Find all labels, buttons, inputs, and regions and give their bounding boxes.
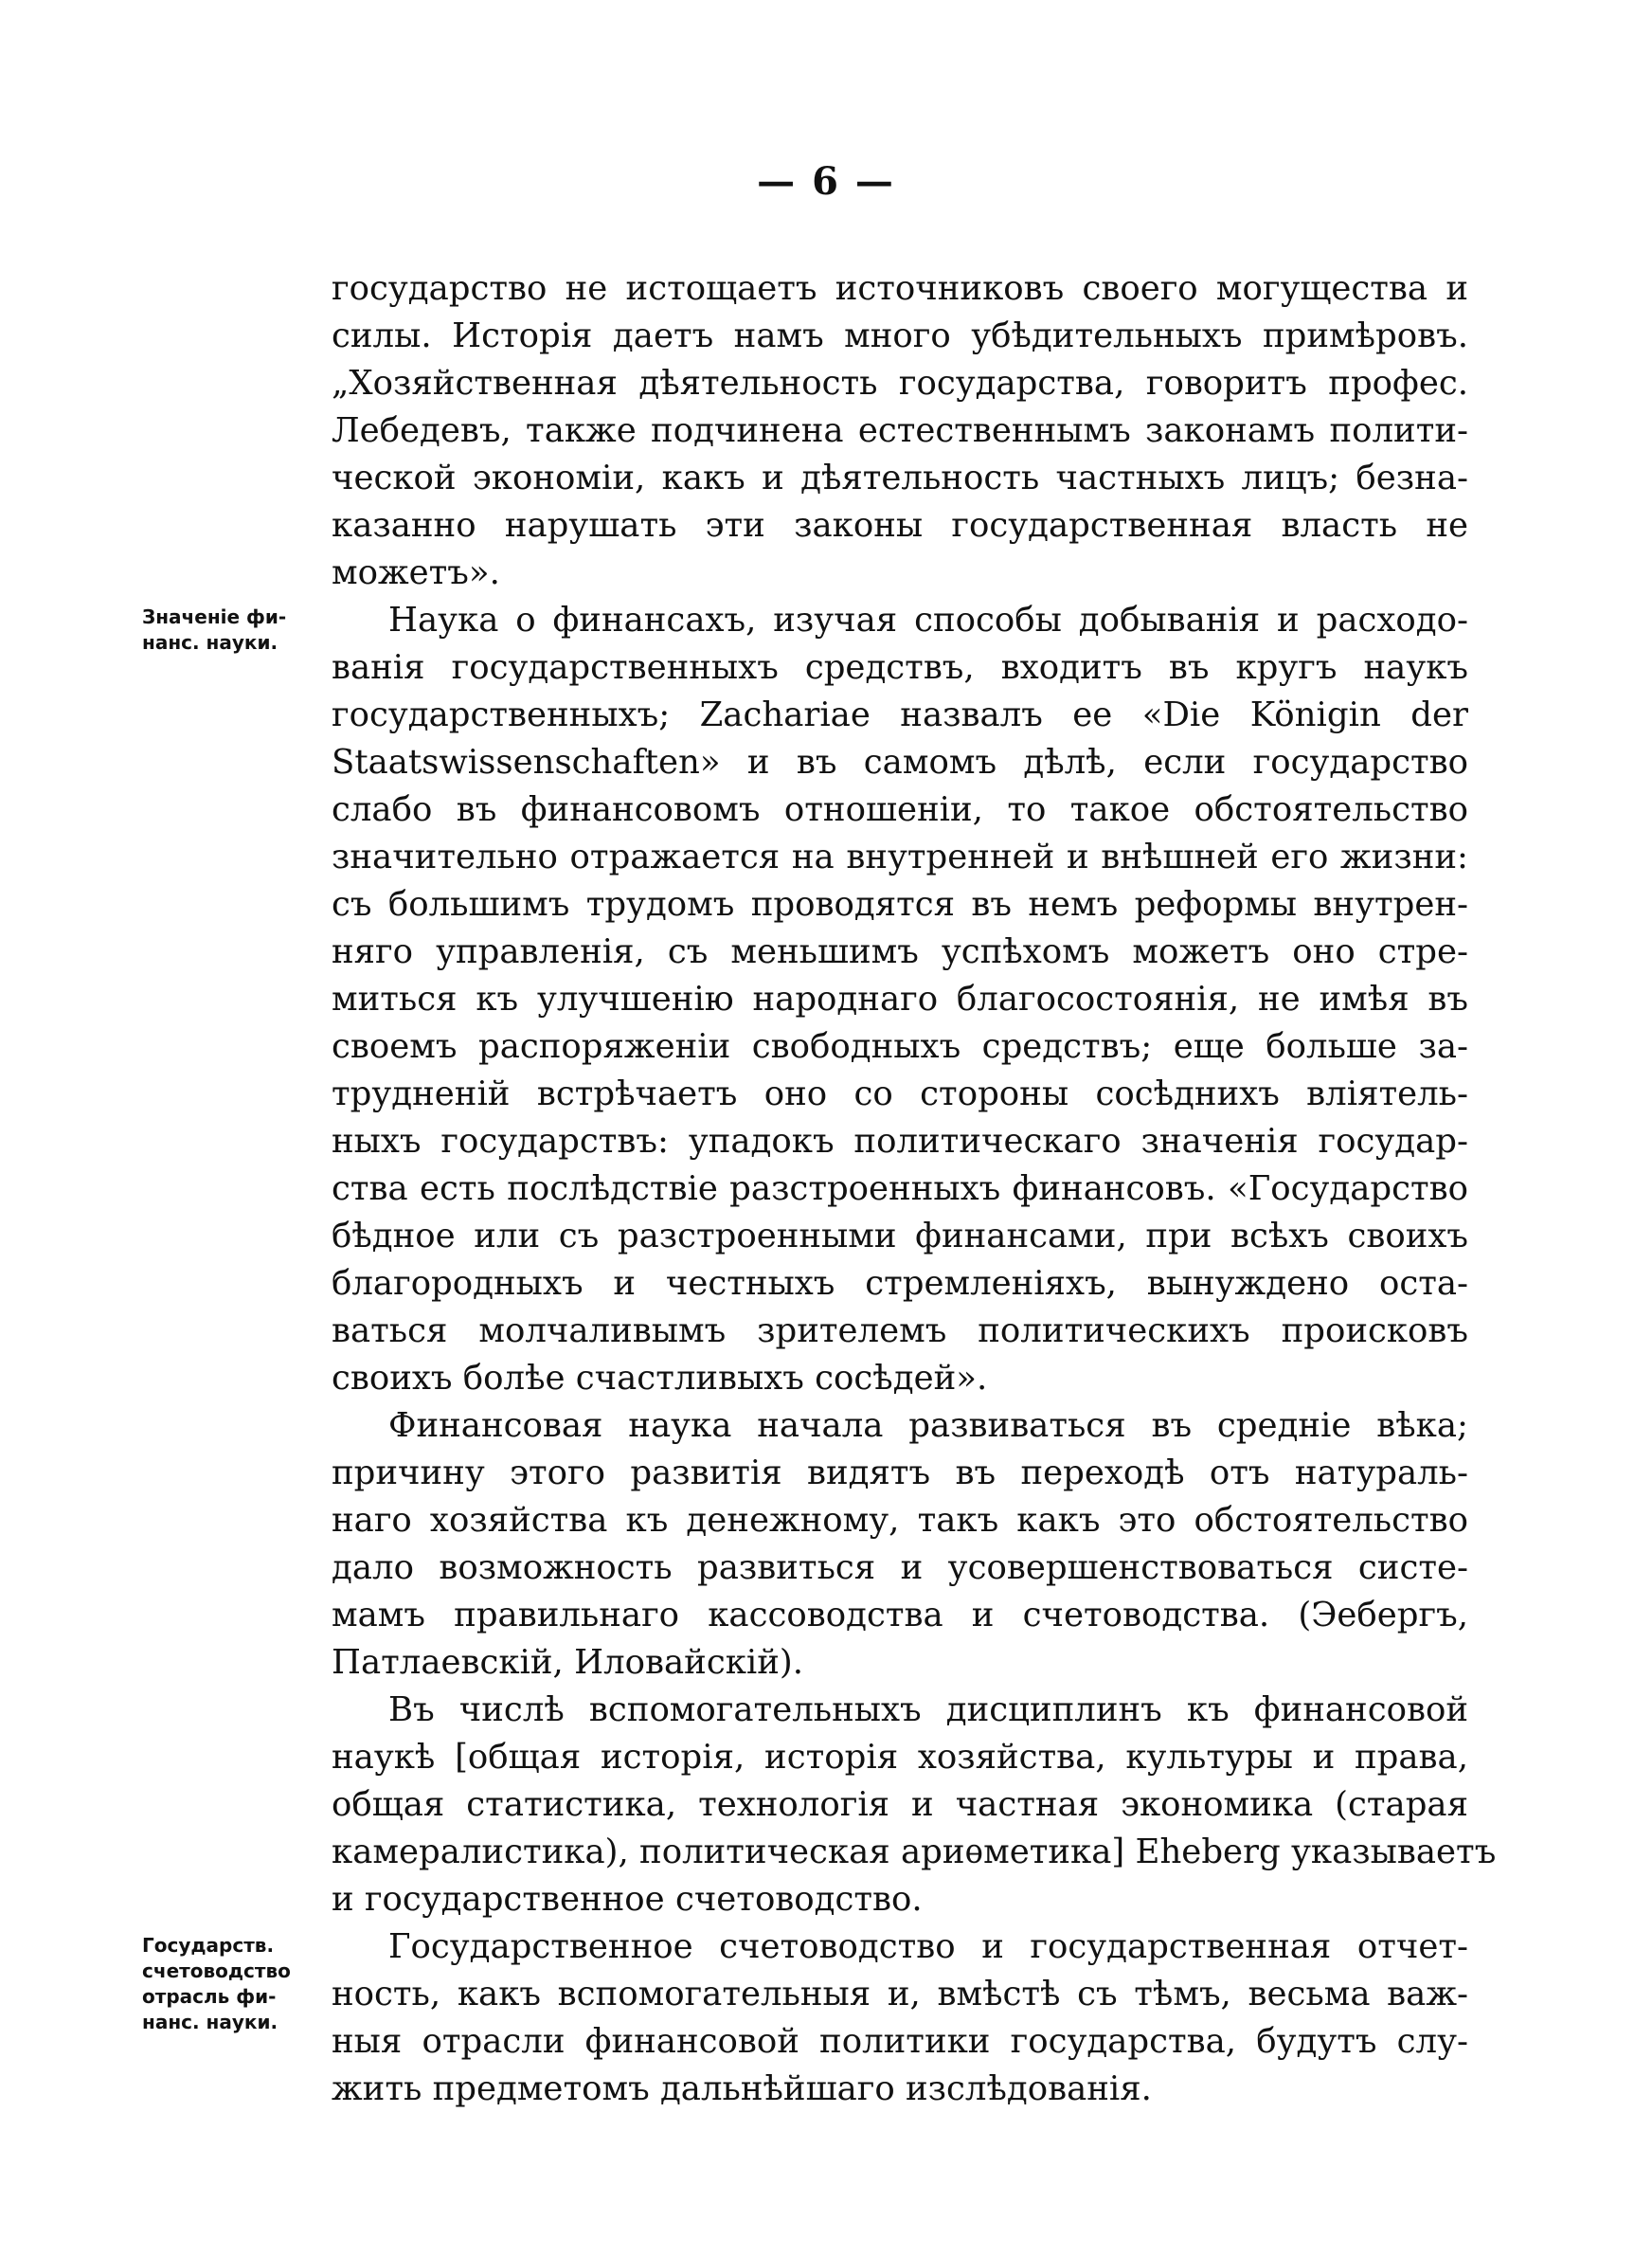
text-line: благородныхъ и честныхъ стремленіяхъ, вынуждено оста-	[332, 1264, 1468, 1303]
text-line: ческой экономіи, какъ и дѣятельность частныхъ лицъ; безна-	[332, 459, 1468, 497]
text-line: Въ числѣ вспомогательныхъ дисциплинъ къ финансовой	[388, 1690, 1468, 1729]
margin-note-line: нанс. науки.	[142, 2011, 278, 2033]
paragraph-3	[332, 1402, 1468, 1687]
text-line: ныхъ государствъ: упадокъ политическаго значенія государ-	[332, 1122, 1468, 1161]
text-line: и государственное счетоводство.	[332, 1880, 923, 1919]
text-line: Staatswissenschaften» и въ самомъ дѣлѣ, если государство	[332, 743, 1468, 782]
text-line: ность, какъ вспомогательныя и, вмѣстѣ съ тѣмъ, весьма важ-	[332, 1975, 1468, 2013]
text-line: ваться молчаливымъ зрителемъ политическихъ происковъ	[332, 1311, 1468, 1350]
text-line: миться къ улучшенію народнаго благосостоянія, не имѣя въ	[332, 980, 1468, 1019]
text-line: причину этого развитія видятъ въ переходѣ отъ натураль-	[332, 1454, 1468, 1492]
text-line: наукѣ [общая исторія, исторія хозяйства, культуры и права,	[332, 1738, 1468, 1777]
text-line: можетъ».	[332, 553, 500, 592]
text-line: казанно нарушать эти законы государственная власть не	[332, 506, 1468, 545]
text-line: своихъ болѣе счастливыхъ сосѣдей».	[332, 1359, 988, 1398]
paragraph-1	[332, 265, 1468, 597]
text-line: Финансовая наука начала развиваться въ средніе вѣка;	[388, 1406, 1468, 1445]
margin-note-finance-science	[142, 605, 332, 656]
text-line: силы. Исторія даетъ намъ много убѣдительныхъ примѣровъ.	[332, 316, 1468, 355]
margin-note-line: отрасль фи-	[142, 1985, 277, 2008]
text-line: дало возможность развиться и усовершенствоваться систе-	[332, 1548, 1468, 1587]
text-line: „Хозяйственная дѣятельность государства, говоритъ профес.	[332, 364, 1468, 403]
paragraph-2	[332, 597, 1468, 1402]
margin-note-line: счетоводство	[142, 1959, 291, 1982]
text-line: Наука о финансахъ, изучая способы добыванія и расходо-	[388, 601, 1468, 640]
paragraph-5	[332, 1923, 1468, 2113]
text-line: Патлаевскій, Иловайскій).	[332, 1643, 804, 1682]
margin-note-line: Государств.	[142, 1934, 275, 1957]
text-line: значительно отражается на внутренней и внѣшней его жизни:	[332, 838, 1468, 876]
text-line: камералистика), политическая ариѳметика] Eheberg указываетъ	[332, 1833, 1497, 1871]
text-line: ванія государственныхъ средствъ, входитъ въ кругъ наукъ	[332, 648, 1468, 687]
text-line: Государственное счетоводство и государственная отчет-	[388, 1927, 1468, 1966]
page-number: — 6 —	[757, 159, 895, 204]
text-line: общая статистика, технологія и частная экономика (старая	[332, 1785, 1468, 1824]
text-line: ныя отрасли финансовой политики государства, будутъ слу-	[332, 2022, 1468, 2061]
text-line: няго управленія, съ меньшимъ успѣхомъ можетъ оно стре-	[332, 932, 1468, 971]
text-line: бѣдное или съ разстроенными финансами, при всѣхъ своихъ	[332, 1217, 1468, 1255]
text-line: Лебедевъ, также подчинена естественнымъ законамъ полити-	[332, 411, 1468, 450]
text-line: своемъ распоряженіи свободныхъ средствъ; еще больше за-	[332, 1027, 1468, 1066]
margin-note-line: нанс. науки.	[142, 631, 278, 654]
text-line: слабо въ финансовомъ отношеніи, то такое обстоятельство	[332, 790, 1468, 829]
text-line: съ большимъ трудомъ проводятся въ немъ реформы внутрен-	[332, 885, 1468, 924]
text-line: наго хозяйства къ денежному, такъ какъ это обстоятельство	[332, 1501, 1468, 1540]
text-line: жить предметомъ дальнѣйшаго изслѣдованія.	[332, 2069, 1152, 2108]
margin-note-line: Значеніе фи-	[142, 605, 287, 628]
text-line: мамъ правильнаго кассоводства и счетоводства. (Эебергъ,	[332, 1596, 1468, 1634]
text-line: государственныхъ; Zachariae назвалъ ее «Die Königin der	[332, 695, 1468, 734]
text-line: трудненій встрѣчаетъ оно со стороны сосѣднихъ вліятель-	[332, 1074, 1468, 1113]
margin-note-state-accounting	[142, 1933, 332, 2035]
text-line: ства есть послѣдствіе разстроенныхъ финансовъ. «Государство	[332, 1169, 1468, 1208]
paragraph-4	[332, 1687, 1497, 1923]
text-line: государство не истощаетъ источниковъ своего могущества и	[332, 269, 1468, 308]
